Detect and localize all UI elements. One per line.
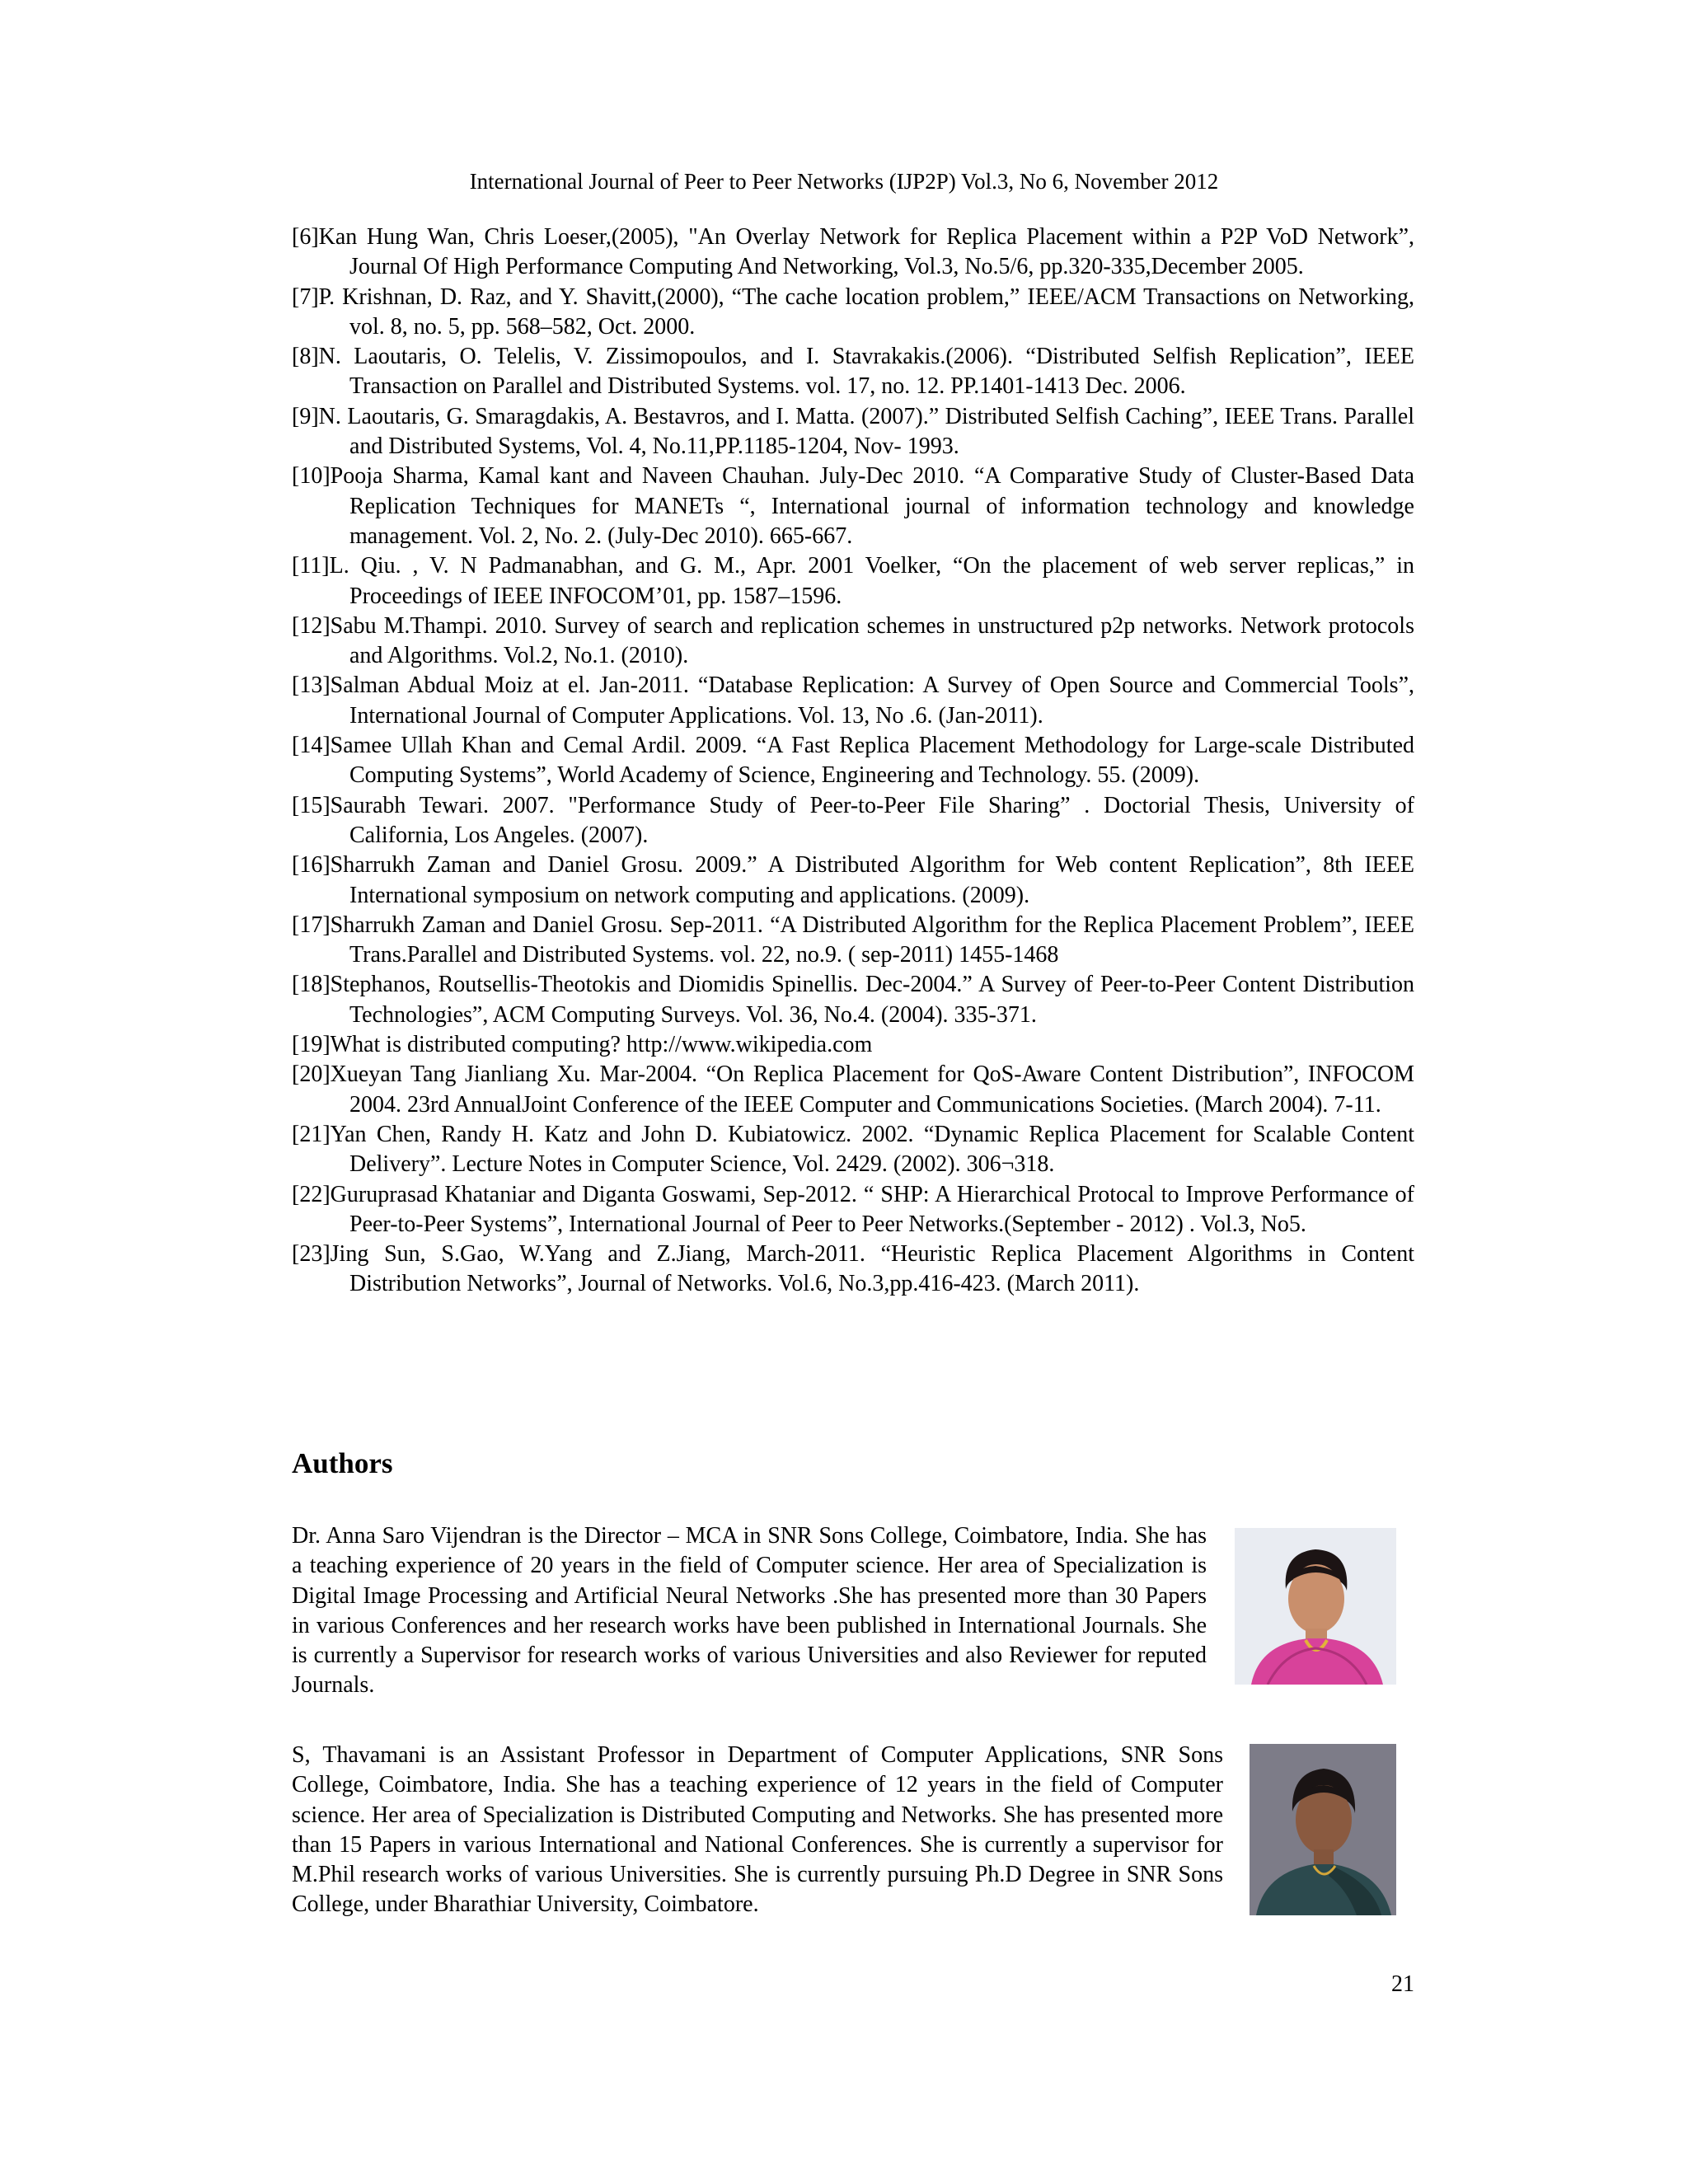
reference-item: [23]Jing Sun, S.Gao, W.Yang and Z.Jiang, March-2011. “Heuristic Replica Placement Algorithms in Content Distribution Networks”, Journal of Networks. Vol.6, No.3,pp.416-423. (March 2011).: [292, 1241, 1414, 1297]
reference-item: [13]Salman Abdual Moiz at el. Jan-2011. “Database Replication: A Survey of Open Source and Commercial Tools”, International Journal of Computer Applications. Vol. 13, No .6. (Jan-2011).: [292, 673, 1414, 729]
reference-item: [7]P. Krishnan, D. Raz, and Y. Shavitt,(2000), “The cache location problem,” IEEE/ACM Transactions on Networking, vol. 8, no. 5, pp. 568–582, Oct. 2000.: [292, 284, 1414, 340]
author-photo-2: [1250, 1744, 1396, 1915]
reference-item: [14]Samee Ullah Khan and Cemal Ardil. 2009. “A Fast Replica Placement Methodology for Large-scale Distributed Computing Systems”, World Academy of Science, Engineering and Technology. 55. (2009).: [292, 733, 1414, 789]
running-header: International Journal of Peer to Peer Networks (IJP2P) Vol.3, No 6, November 2012: [469, 169, 1219, 194]
reference-item: [16]Sharrukh Zaman and Daniel Grosu. 2009.” A Distributed Algorithm for Web content Replication”, 8th IEEE International symposium on network computing and applications. (2009).: [292, 852, 1414, 908]
reference-item: [8]N. Laoutaris, O. Telelis, V. Zissimopoulos, and I. Stavrakakis.(2006). “Distributed Selfish Replication”, IEEE Transaction on Parallel and Distributed Systems. vol. 17, no. 12. PP.1401-1413 Dec. 2006.: [292, 344, 1414, 400]
reference-item: [15]Saurabh Tewari. 2007. "Performance Study of Peer-to-Peer File Sharing” . Doctorial Thesis, University of California, Los Angeles. (2007).: [292, 792, 1414, 848]
reference-item: [12]Sabu M.Thampi. 2010. Survey of search and replication schemes in unstructured p2p networks. Network protocols and Algorithms. Vol.2, No.1. (2010).: [292, 612, 1414, 669]
authors-heading: Authors: [292, 1447, 393, 1479]
reference-item: [11]L. Qiu. , V. N Padmanabhan, and G. M., Apr. 2001 Voelker, “On the placement of web server replicas,” in Proceedings of IEEE INFOCOM’01, pp. 1587–1596.: [292, 553, 1414, 609]
reference-item: [22]Guruprasad Khataniar and Diganta Goswami, Sep-2012. “ SHP: A Hierarchical Protocal to Improve Performance of Peer-to-Peer Systems”, International Journal of Peer to Peer Networks.(September - 2012) . Vol.3, No5.: [292, 1181, 1414, 1237]
author-photo-1: [1235, 1528, 1396, 1685]
reference-item: [18]Stephanos, Routsellis-Theotokis and Diomidis Spinellis. Dec-2004.” A Survey of Peer-to-Peer Content Distribution Technologies”, ACM Computing Surveys. Vol. 36, No.4. (2004). 335-371.: [292, 972, 1414, 1028]
reference-item: [17]Sharrukh Zaman and Daniel Grosu. Sep-2011. “A Distributed Algorithm for the Replica Placement Problem”, IEEE Trans.Parallel and Distributed Systems. vol. 22, no.9. ( sep-2011) 1455-1468: [292, 912, 1414, 968]
reference-item: [21]Yan Chen, Randy H. Katz and John D. Kubiatowicz. 2002. “Dynamic Replica Placement for Scalable Content Delivery”. Lecture Notes in Computer Science, Vol. 2429. (2002). 306¬318.: [292, 1121, 1414, 1178]
reference-item: [9]N. Laoutaris, G. Smaragdakis, A. Bestavros, and I. Matta. (2007).” Distributed Selfish Caching”, IEEE Trans. Parallel and Distributed Systems, Vol. 4, No.11,PP.1185-1204, Nov- 1993.: [292, 403, 1414, 460]
reference-item: [19]What is distributed computing? http://www.wikipedia.com: [292, 1032, 873, 1058]
reference-item: [6]Kan Hung Wan, Chris Loeser,(2005), "An Overlay Network for Replica Placement within a P2P VoD Network”, Journal Of High Performance Computing And Networking, Vol.3, No.5/6, pp.320-335,December 2005.: [292, 224, 1414, 280]
page-number: 21: [1391, 1971, 1414, 1997]
author-bio-1: Dr. Anna Saro Vijendran is the Director – MCA in SNR Sons College, Coimbatore, India. She has a teaching experience of 20 years in the field of Computer science. Her area of Specialization is Digital Image Processing and Artificial Neural Networks .She has presented more than 30 Papers in various Conferences and her research works have been published in International Journals. She is currently a Supervisor for research works of various Universities and also Reviewer for reputed Journals.: [292, 1523, 1207, 1699]
reference-list: [292, 223, 1414, 1300]
reference-item: [10]Pooja Sharma, Kamal kant and Naveen Chauhan. July-Dec 2010. “A Comparative Study of Cluster-Based Data Replication Techniques for MANETs “, International journal of information technology and knowledge management. Vol. 2, No. 2. (July-Dec 2010). 665-667.: [292, 463, 1414, 549]
reference-item: [20]Xueyan Tang Jianliang Xu. Mar-2004. “On Replica Placement for QoS-Aware Content Distribution”, INFOCOM 2004. 23rd AnnualJoint Conference of the IEEE Computer and Communications Societies. (March 2004). 7-11.: [292, 1062, 1414, 1118]
author-bio-2: S, Thavamani is an Assistant Professor in Department of Computer Applications, SNR Sons College, Coimbatore, India. She has a teaching experience of 12 years in the field of Computer science. Her area of Specialization is Distributed Computing and Networks. She has presented more than 15 Papers in various International and National Conferences. She is currently a supervisor for M.Phil research works of various Universities. She is currently pursuing Ph.D Degree in SNR Sons College, under Bharathiar University, Coimbatore.: [292, 1742, 1223, 1918]
